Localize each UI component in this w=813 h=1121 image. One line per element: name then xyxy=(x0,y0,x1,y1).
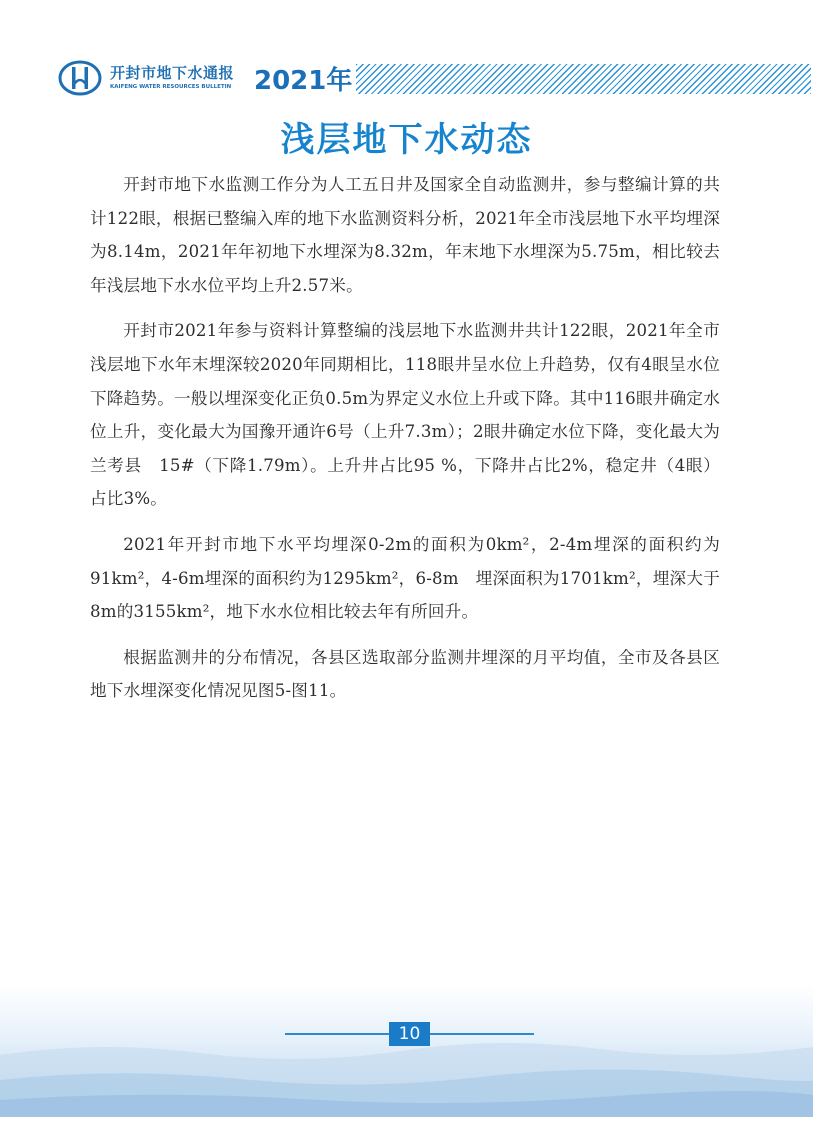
bulletin-name-english: KAIFENG WATER RESOURCES BULLETIN xyxy=(110,84,232,90)
page-number-rule-right xyxy=(430,1033,534,1035)
bulletin-logo-icon xyxy=(58,60,102,96)
decorative-stripes xyxy=(356,64,811,94)
bulletin-name: 开封市地下水通报 xyxy=(110,64,235,82)
header-banner xyxy=(58,58,813,102)
page-number-rule-left xyxy=(285,1033,389,1035)
wave-decoration xyxy=(0,985,813,1117)
page-title: 浅层地下水动态 xyxy=(280,120,533,160)
paragraph: 根据监测井的分布情况，各县区选取部分监测井埋深的月平均值，全市及各县区地下水埋深变化情况见图5-图11。 xyxy=(90,647,720,701)
paragraph: 2021年开封市地下水平均埋深0-2m的面积为0km²，2-4m埋深的面积约为91km²，4-6m埋深的面积约为1295km²，6-8m 埋深面积为1701km²，埋深大于8m的3155km²，地下水水位相比较去年有所回升。 xyxy=(90,534,720,622)
page-number: 10 xyxy=(389,1022,430,1046)
page-number-bar xyxy=(0,1022,813,1046)
water-background xyxy=(0,985,813,1117)
body-text xyxy=(90,168,720,708)
paragraph: 开封市2021年参与资料计算整编的浅层地下水监测井共计122眼，2021年全市浅层地下水年末埋深较2020年同期相比，118眼井呈水位上升趋势，仅有4眼呈水位下降趋势。一般以埋深变化正负0.5m为界定义水位上升或下降。其中116眼井确定水位上升，变化最大为国豫开通许6号（上升7.3m）；2眼井确定水位下降，变化最大为兰考县 15#（下降1.79m）。上升井占比95 %，下降井占比2%，稳定井（4眼）占比3%。 xyxy=(90,321,720,509)
bulletin-year: 2021年 xyxy=(254,66,353,96)
paragraph: 开封市地下水监测工作分为人工五日井及国家全自动监测井，参与整编计算的共计122眼，根据已整编入库的地下水监测资料分析，2021年全市浅层地下水平均埋深为8.14m，2021年年初地下水埋深为8.32m，年末地下水埋深为5.75m，相比较去年浅层地下水水位平均上升2.57米。 xyxy=(90,175,720,295)
